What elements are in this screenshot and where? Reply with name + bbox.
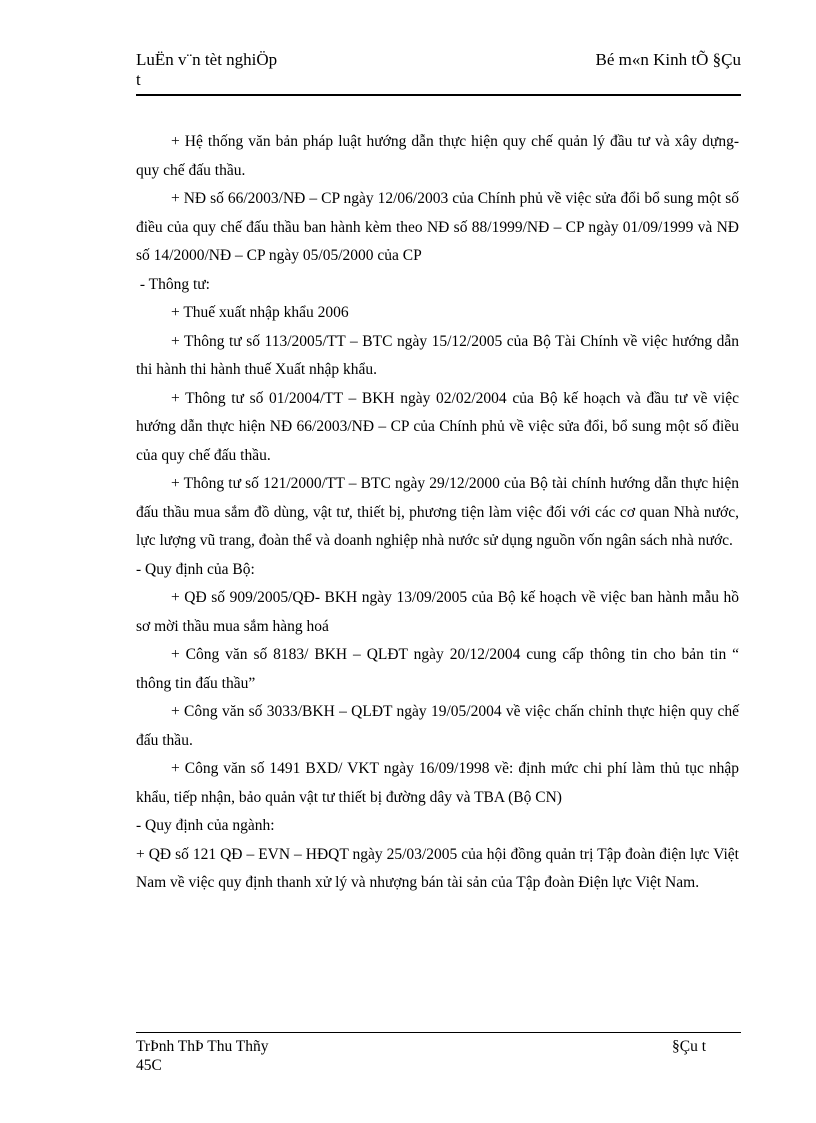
header-thesis-title <box>136 50 316 90</box>
document-body <box>136 128 739 898</box>
header-left-line2: t <box>136 70 141 89</box>
header-department: Bé m«n Kinh tÕ §Çu <box>595 50 741 69</box>
paragraph: + NĐ số 66/2003/NĐ – CP ngày 12/06/2003 của Chính phủ về việc sửa đổi bổ sung một số điều của quy chế đấu thầu ban hành kèm theo NĐ số 88/1999/NĐ – CP ngày 01/09/1999 và NĐ số 14/2000/NĐ – CP ngày 05/05/2000 của CP <box>136 190 739 264</box>
header-divider <box>136 94 741 96</box>
section-heading: - Quy định của Bộ: <box>136 560 255 578</box>
paragraph: + Thông tư số 121/2000/TT – BTC ngày 29/12/2000 của Bộ tài chính hướng dẫn thực hiện đấu thầu mua sắm đồ dùng, vật tư, thiết bị, phương tiện làm việc đối với các cơ quan Nhà nước, lực lượng vũ trang, đoàn thể và doanh nghiệp nhà nước sử dụng nguồn vốn ngân sách nhà nước. <box>136 475 739 549</box>
footer-divider <box>136 1032 741 1033</box>
section-heading: - Quy định của ngành: <box>136 817 275 834</box>
paragraph: + Thông tư số 01/2004/TT – BKH ngày 02/02/2004 của Bộ kế hoạch và đầu tư về việc hướng dẫn thực hiện NĐ 66/2003/NĐ – CP của Chính phủ về việc sửa đổi, bổ sung một số điều của quy chế đấu thầu. <box>136 389 739 464</box>
header-left-line1: LuËn v¨n tèt nghiÖp <box>136 50 278 69</box>
paragraph: + Công văn số 1491 BXD/ VKT ngày 16/09/1998 về: định mức chi phí làm thủ tục nhập khẩu, tiếp nhận, bảo quản vật tư thiết bị đường dây và TBA (Bộ CN) <box>136 760 739 806</box>
footer-author <box>136 1037 336 1075</box>
paragraph: + QĐ số 121 QĐ – EVN – HĐQT ngày 25/03/2005 của hội đồng quản trị Tập đoàn điện lực Việt Nam về việc quy định thanh xử lý và nhượng bán tài sản của Tập đoàn Điện lực Việt Nam. <box>136 845 739 891</box>
paragraph: + Công văn số 8183/ BKH – QLĐT ngày 20/12/2004 cung cấp thông tin cho bản tin “ thông tin đấu thầu” <box>136 646 739 692</box>
footer-left-line1: TrÞnh ThÞ Thu Thñy <box>136 1038 269 1055</box>
paragraph: + Thuế xuất nhập khẩu 2006 <box>171 304 349 321</box>
footer-section: §Çu t <box>672 1038 707 1055</box>
paragraph: + Thông tư số 113/2005/TT – BTC ngày 15/12/2005 của Bộ Tài Chính về việc hướng dẫn thi hành thi hành thuế Xuất nhập khẩu. <box>136 332 739 378</box>
footer-left-line2: 45C <box>136 1057 162 1074</box>
section-heading: - Thông tư: <box>136 275 210 293</box>
paragraph: + Công văn số 3033/BKH – QLĐT ngày 19/05/2004 về việc chấn chỉnh thực hiện quy chế đấu thầu. <box>136 703 739 749</box>
paragraph: + Hệ thống văn bản pháp luật hướng dẫn thực hiện quy chế quản lý đầu tư và xây dựng- quy chế đấu thầu. <box>136 133 739 179</box>
paragraph: + QĐ số 909/2005/QĐ- BKH ngày 13/09/2005 của Bộ kế hoạch về việc ban hành mẫu hồ sơ mời thầu mua sắm hàng hoá <box>136 589 739 635</box>
page-header <box>136 50 741 94</box>
